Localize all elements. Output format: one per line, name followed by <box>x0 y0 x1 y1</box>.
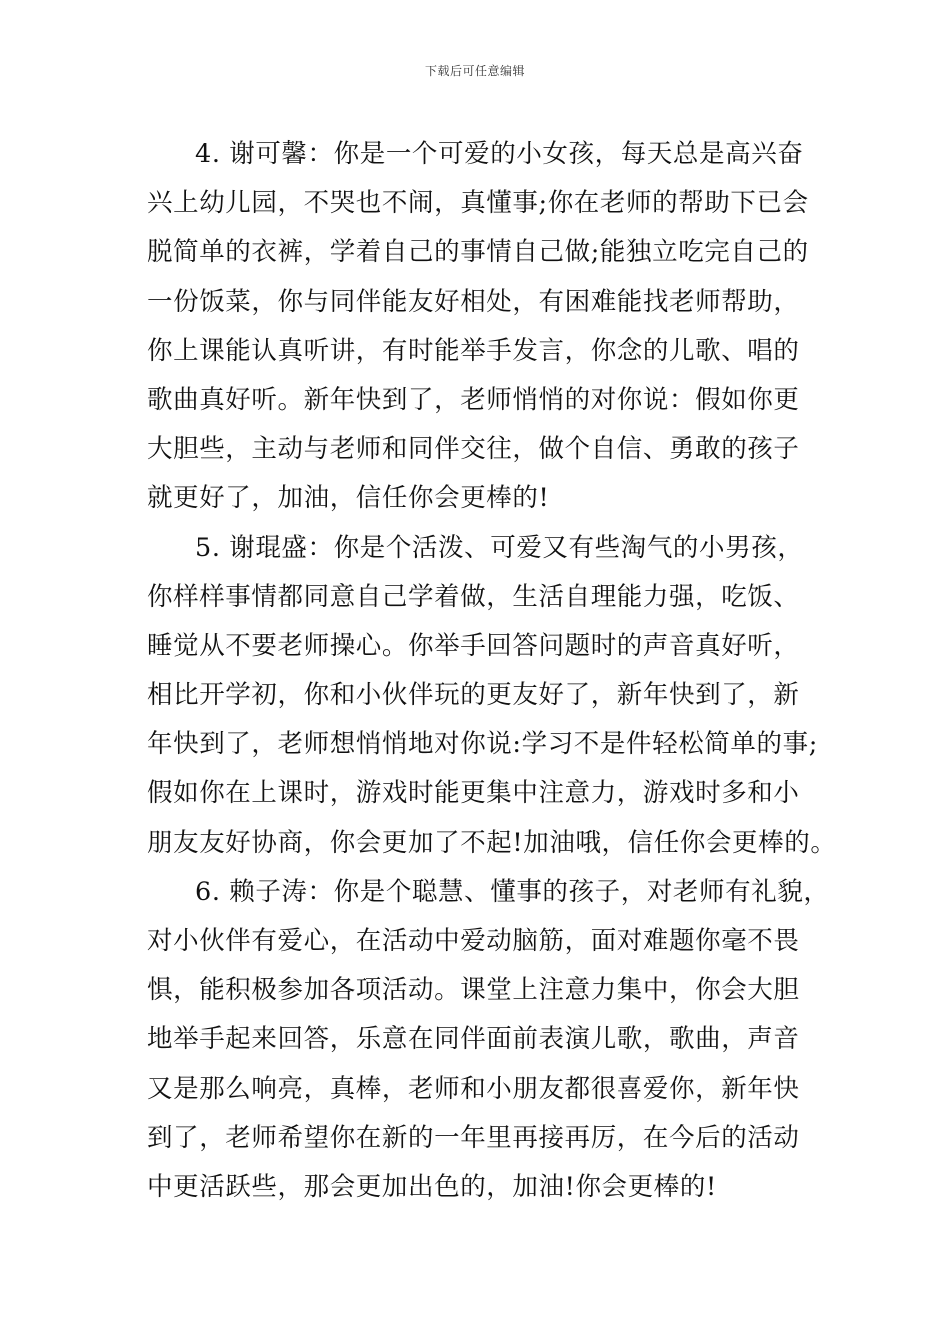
paragraph-line: 年快到了，老师想悄悄地对你说:学习不是件轻松简单的事; <box>147 729 818 760</box>
paragraph-line: 朋友友好协商，你会更加了不起!加油哦，信任你会更棒的。 <box>147 827 837 858</box>
paragraph-line: 脱简单的衣裤，学着自己的事情自己做;能独立吃完自己的 <box>147 237 809 268</box>
paragraph-5 <box>147 524 837 868</box>
paragraph-line: 4. 谢可馨：你是一个可爱的小女孩，每天总是高兴奋 <box>195 139 804 169</box>
paragraph-line: 你样样事情都同意自己学着做，生活自理能力强，吃饭、 <box>147 581 800 612</box>
paragraph-6 <box>147 868 830 1212</box>
paragraph-line: 一份饭菜，你与同伴能友好相处，有困难能找老师帮助， <box>147 286 800 317</box>
paragraph-line: 对小伙伴有爱心，在活动中爱动脑筋，面对难题你毫不畏 <box>147 926 800 956</box>
paragraph-line: 相比开学初，你和小伙伴玩的更友好了，新年快到了，新 <box>147 680 800 711</box>
paragraph-line: 大胆些，主动与老师和同伴交往，做个自信、勇敢的孩子 <box>147 434 800 465</box>
paragraph-line: 6. 赖子涛：你是个聪慧、懂事的孩子，对老师有礼貌， <box>195 876 830 907</box>
paragraph-line: 睡觉从不要老师操心。你举手回答问题时的声音真好听， <box>147 630 800 661</box>
paragraph-line: 假如你在上课时，游戏时能更集中注意力，游戏时多和小 <box>147 778 800 809</box>
paragraph-line: 地举手起来回答，乐意在同伴面前表演儿歌，歌曲，声音 <box>147 1024 800 1055</box>
paragraph-line: 你上课能认真听讲，有时能举手发言，你念的儿歌、唱的 <box>147 335 800 366</box>
page-header: 下载后可任意编辑 <box>424 64 525 78</box>
paragraph-line: 中更活跃些，那会更加出色的，加油!你会更棒的! <box>147 1171 717 1202</box>
paragraph-4 <box>147 130 827 524</box>
paragraph-line: 歌曲真好听。新年快到了，老师悄悄的对你说：假如你更 <box>147 384 800 415</box>
paragraph-line: 惧，能积极参加各项活动。课堂上注意力集中，你会大胆 <box>147 975 800 1006</box>
paragraph-line: 到了，老师希望你在新的一年里再接再厉，在今后的活动 <box>147 1122 800 1153</box>
paragraph-line: 兴上幼儿园，不哭也不闹，真懂事;你在老师的帮助下已会 <box>147 188 809 219</box>
paragraph-line: 又是那么响亮，真棒，老师和小朋友都很喜爱你，新年快 <box>147 1073 800 1104</box>
paragraph-line: 就更好了，加油，信任你会更棒的! <box>147 483 550 514</box>
document-body <box>147 130 837 1212</box>
paragraph-line: 5. 谢琨盛：你是个活泼、可爱又有些淘气的小男孩， <box>195 532 804 563</box>
